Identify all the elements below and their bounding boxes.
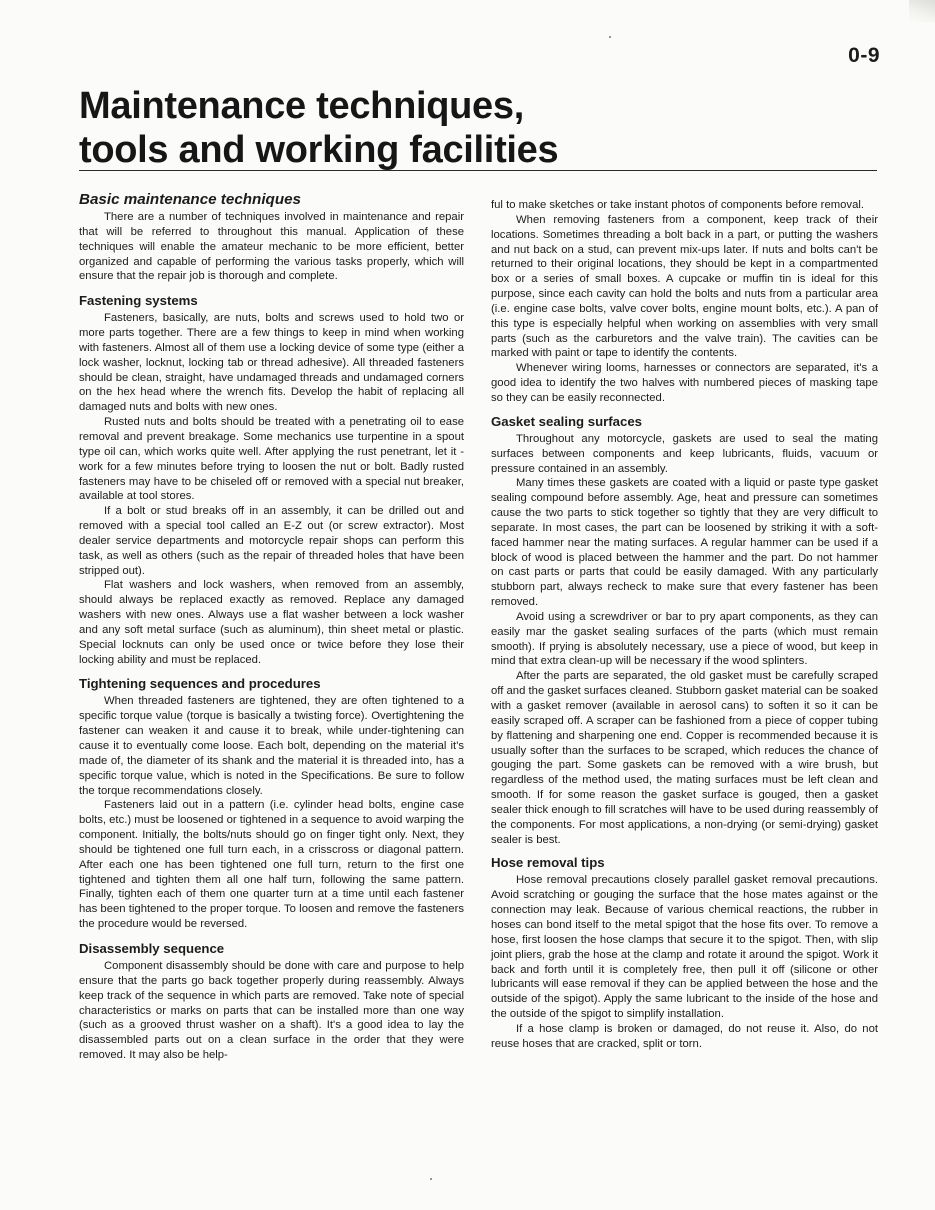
- paragraph: Whenever wiring looms, harnesses or connectors are separated, it's a good idea to identify the two halves with numbered pieces of masking tape so they can be easily reconnected.: [491, 362, 878, 404]
- title-divider: [79, 170, 877, 171]
- paragraph: Rusted nuts and bolts should be treated with a penetrating oil to ease removal and prevent breakage. Some mechanics use turpentine in a spout type oil can, which works quite well. After applying the rust penetrant, let it -work for a few minutes before trying to loosen the nut or bolt. Badly rusted fasteners may have to be chiseled off or removed with a special nut breaker, available at tool stores.: [79, 416, 464, 503]
- paragraph: If a hose clamp is broken or damaged, do not reuse it. Also, do not reuse hoses that are cracked, split or torn.: [491, 1022, 878, 1050]
- left-column: [79, 190, 464, 1063]
- heading-disassembly-sequence: Disassembly sequence: [79, 940, 225, 956]
- paragraph: Avoid using a screwdriver or bar to pry apart components, as they can easily mar the gasket sealing surfaces of the parts (which must remain smooth). If prying is absolutely necessary, use a piece of wood, but keep in mind that extra clean-up will be necessary if the wood splinters.: [491, 610, 878, 668]
- page-number: 0-9: [848, 44, 880, 67]
- heading-fastening-systems: Fastening systems: [79, 293, 198, 309]
- paragraph: When threaded fasteners are tightened, they are often tightened to a specific torque value (torque is basically a twisting force). Overtightening the fastener can weaken it and cause it to break, while under-tightening can cause it to eventually come loose. Each bolt, depending on the material it's made of, the diameter of its shank and the material it is threaded into, has a specific torque value, which is noted in the Specifications. Be sure to follow the torque recommendations closely.: [79, 695, 464, 797]
- intro-paragraph: There are a number of techniques involved in maintenance and repair that will be referred to throughout this manual. Application of these techniques will enable the amateur mechanic to be more efficient, better organized and capable of performing the various tasks properly, which will ensure that the repair job is thorough and complete.: [79, 211, 464, 283]
- section-heading-basic-maintenance: Basic maintenance techniques: [79, 191, 301, 208]
- paragraph: Hose removal precautions closely parallel gasket removal precautions. Avoid scratching or gouging the surface that the hose mates against or the connection may leak. Because of various chemical reactions, the rubber in hoses can bond itself to the metal spigot that the hose fits over. To remove a hose, first loosen the hose clamps that secure it to the spigot. Then, with slip joint pliers, grab the hose at the clamp and rotate it around the spigot. Work it back and forth until it is completely free, then pull it off (silicone or other lubricants will ease removal if they can be applied between the hose and the outside of the spigot). Apply the same lubricant to the inside of the hose and the outside of the spigot to simplify installation.: [491, 874, 878, 1021]
- scan-edge-shadow: [909, 0, 935, 22]
- paragraph: When removing fasteners from a component, keep track of their locations. Sometimes threading a bolt back in a part, or putting the washers and nut back on a stud, can prevent mix-ups later. If nuts and bolts can't be returned to their original locations, they should be kept in a compartmented box or a series of small boxes. A cupcake or muffin tin is ideal for this purpose, since each cavity can hold the bolts and nuts from a particular area (i.e. engine case bolts, valve cover bolts, engine mount bolts, etc.). A pan of this type is especially helpful when working on assemblies with very small parts (such as the carburetors and the valve train). The cavities can be marked with paint or tape to identify the contents.: [491, 213, 878, 360]
- paragraph: Many times these gaskets are coated with a liquid or paste type gasket sealing compound before assembly. Age, heat and pressure can sometimes cause the two parts to stick together so tightly that they are very difficult to separate. In most cases, the part can be loosened by striking it with a soft-faced hammer near the mating surfaces. A regular hammer can be used if a block of wood is placed between the hammer and the part. Do not hammer on cast parts or parts that could be easily damaged. With any particularly stubborn part, always recheck to make sure that every fastener has been removed.: [491, 477, 878, 609]
- paragraph: Fasteners laid out in a pattern (i.e. cylinder head bolts, engine case bolts, etc.) must be loosened or tightened in a sequence to avoid warping the component. Initially, the bolts/nuts should go on finger tight only. Next, they should be tightened one full turn each, in a crisscross or diagonal pattern. After each one has been tightened one full turn, return to the first one tightened and tighten them all one half turn, following the same pattern. Finally, tighten each of them one quarter turn at a time until each fastener has been tightened to the proper torque. To loosen and remove the fasteners the procedure would be reversed.: [79, 799, 464, 931]
- paragraph: Throughout any motorcycle, gaskets are used to seal the mating surfaces between components and keep lubricants, fluids, vacuum or pressure contained in an assembly.: [491, 432, 878, 475]
- paragraph-continued: ful to make sketches or take instant photos of components before removal.: [491, 199, 864, 211]
- paragraph: If a bolt or stud breaks off in an assembly, it can be drilled out and removed with a special tool called an E-Z out (or screw extractor). Most dealer service departments and motorcycle repair shops can perform this task, as well as others (such as the repair of threaded holes that have been stripped out).: [79, 505, 464, 577]
- page-title-line-2: tools and working facilities: [79, 129, 559, 171]
- heading-tightening-sequences: Tightening sequences and procedures: [79, 676, 321, 692]
- heading-gasket-sealing-surfaces: Gasket sealing surfaces: [491, 413, 643, 429]
- paragraph: Flat washers and lock washers, when removed from an assembly, should always be replaced exactly as removed. Replace any damaged washers with new ones. Always use a flat washer between a lock washer and any soft metal surface (such as aluminum), thin sheet metal or plastic. Special locknuts can only be used once or twice before they lose their locking ability and must be replaced.: [79, 579, 464, 666]
- heading-hose-removal-tips: Hose removal tips: [491, 855, 605, 871]
- paragraph: Fasteners, basically, are nuts, bolts and screws used to hold two or more parts together. There are a few things to keep in mind when working with fasteners. Almost all of them use a locking device of some type (either a lock washer, locknut, locking tab or thread adhesive). All threaded fasteners should be clean, straight, have undamaged threads and undamaged corners on the hex head where the wrench fits. Develop the habit of replacing all damaged nuts and bolts with new ones.: [79, 312, 464, 414]
- paragraph: Component disassembly should be done with care and purpose to help ensure that the parts go back together properly during reassembly. Always keep track of the sequence in which parts are removed. Take note of special characteristics or marks on parts that can be installed more than one way (such as a grooved thrust washer on a shaft). It's a good idea to lay the disassembled parts out on a clean surface in the order that they were removed. It may also be help-: [79, 959, 464, 1062]
- page-title-line-1: Maintenance techniques,: [79, 85, 524, 127]
- scan-speck: [609, 36, 611, 38]
- right-column: [491, 198, 878, 1052]
- paragraph: After the parts are separated, the old gasket must be carefully scraped off and the gasket surfaces cleaned. Stubborn gasket material can be soaked with a gasket remover (available in aerosol cans) to soften it so it can be easily scraped off. A scraper can be fashioned from a piece of copper tubing by flattening and sharpening one end. Copper is recommended because it is usually softer than the surfaces to be scraped, which reduces the chance of gouging the part. Some gaskets can be removed with a wire brush, but regardless of the method used, the mating surfaces must be left clean and smooth. If for some reason the gasket surface is gouged, then a gasket sealer thick enough to fill scratches will have to be used during reassembly of the components. For most applications, a non-drying (or semi-drying) gasket sealer is best.: [491, 670, 878, 846]
- scan-speck: [430, 1178, 432, 1180]
- page-title: [79, 84, 899, 172]
